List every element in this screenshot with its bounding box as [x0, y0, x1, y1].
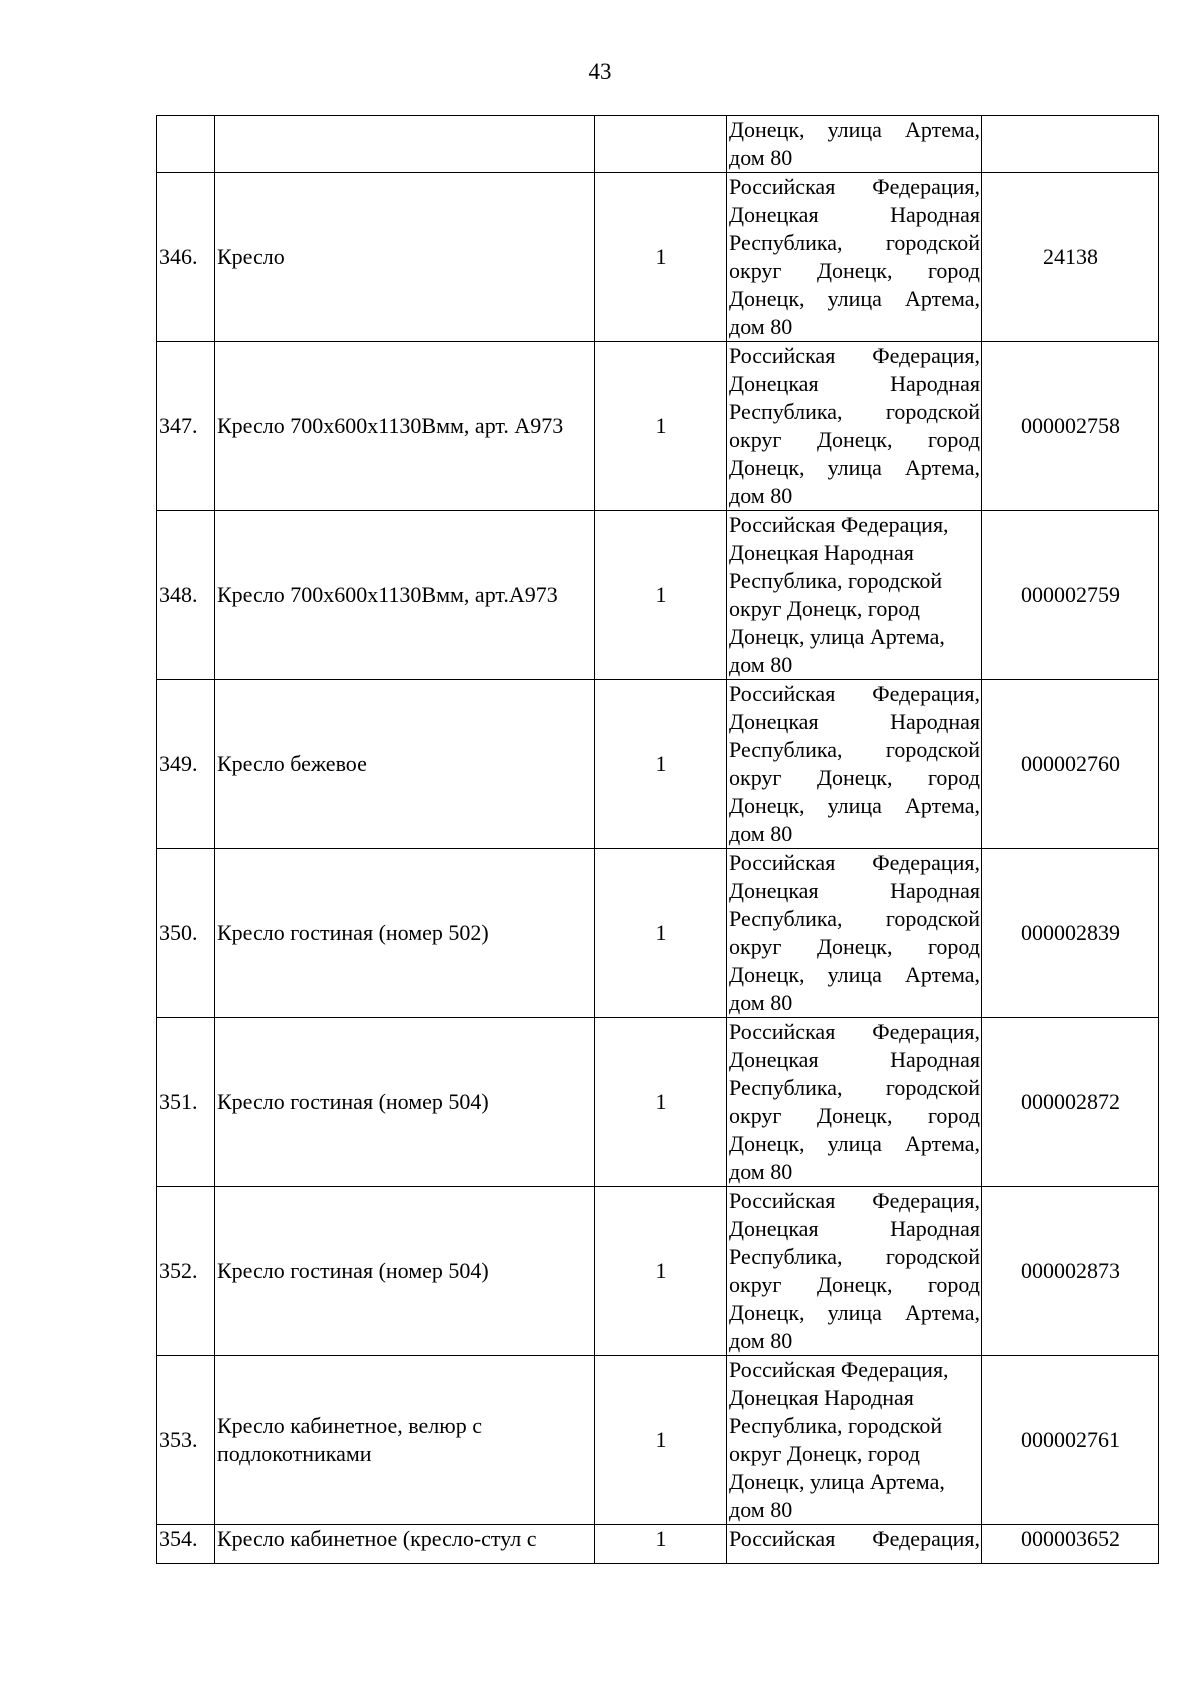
address-line: Российская Федерация, [729, 1526, 980, 1551]
item-name [215, 116, 595, 173]
address-line: Донецкая Народная [729, 1047, 980, 1072]
item-name: Кресло кабинетное, велюр с подлокотниками [215, 1356, 595, 1525]
address-line: Донецк, улица Артема, [729, 624, 945, 649]
table-row [157, 342, 1159, 511]
item-quantity: 1 [595, 1525, 727, 1564]
item-address [727, 1187, 982, 1356]
address-line: Республика, городской [729, 737, 980, 762]
item-name: Кресло кабинетное (кресло-стул с [215, 1525, 595, 1564]
address-line: Донецк, улица Артема, [729, 117, 980, 142]
address-line: округ Донецк, город [729, 258, 980, 283]
address-line: Российская Федерация, [729, 850, 980, 875]
item-quantity: 1 [595, 1018, 727, 1187]
item-quantity: 1 [595, 1356, 727, 1525]
address-line: Донецкая Народная [729, 1385, 914, 1410]
item-quantity: 1 [595, 342, 727, 511]
item-quantity: 1 [595, 511, 727, 680]
table-row [157, 1356, 1159, 1525]
address-line: Республика, городской [729, 399, 980, 424]
row-number: 354. [157, 1525, 215, 1564]
item-quantity: 1 [595, 680, 727, 849]
address-line: Донецкая Народная [729, 709, 980, 734]
address-line: Республика, городской [729, 1413, 943, 1438]
table-row [157, 1187, 1159, 1356]
page-number: 43 [588, 59, 612, 84]
address-line: дом 80 [729, 145, 793, 170]
address-line: Донецк, улица Артема, [729, 1469, 945, 1494]
row-number: 351. [157, 1018, 215, 1187]
address-line: округ Донецк, город [729, 596, 920, 621]
address-line: Республика, городской [729, 568, 943, 593]
item-address [727, 342, 982, 511]
item-name: Кресло гостиная (номер 502) [215, 849, 595, 1018]
address-line: округ Донецк, город [729, 1441, 920, 1466]
table-row [157, 1018, 1159, 1187]
table-row [157, 116, 1159, 173]
address-line: Донецкая Народная [729, 878, 980, 903]
address-line: Донецк, улица Артема, [729, 962, 980, 987]
address-line: Российская Федерация, [729, 174, 980, 199]
table-row [157, 849, 1159, 1018]
row-number [157, 116, 215, 173]
address-line: Российская Федерация, [729, 1357, 949, 1382]
address-line: дом 80 [729, 821, 793, 846]
address-line: Донецк, улица Артема, [729, 1131, 980, 1156]
item-address [727, 1356, 982, 1525]
address-line: дом 80 [729, 990, 793, 1015]
row-number: 349. [157, 680, 215, 849]
row-number: 346. [157, 173, 215, 342]
inventory-table [156, 115, 1159, 1564]
item-address [727, 1525, 982, 1564]
inventory-code: 000002760 [982, 680, 1159, 849]
item-address [727, 511, 982, 680]
inventory-code [982, 116, 1159, 173]
address-line: дом 80 [729, 314, 793, 339]
table-row [157, 511, 1159, 680]
address-line: Российская Федерация, [729, 343, 980, 368]
address-line: Донецкая Народная [729, 202, 980, 227]
address-line: Российская Федерация, [729, 1019, 980, 1044]
inventory-code: 000002839 [982, 849, 1159, 1018]
address-line: Российская Федерация, [729, 1188, 980, 1213]
item-address [727, 680, 982, 849]
item-name: Кресло гостиная (номер 504) [215, 1018, 595, 1187]
address-line: Донецк, улица Артема, [729, 1300, 980, 1325]
item-quantity: 1 [595, 849, 727, 1018]
item-address [727, 116, 982, 173]
inventory-code: 000002759 [982, 511, 1159, 680]
item-name: Кресло бежевое [215, 680, 595, 849]
item-quantity: 1 [595, 173, 727, 342]
address-line: округ Донецк, город [729, 1272, 980, 1297]
address-line: Российская Федерация, [729, 512, 949, 537]
inventory-code: 24138 [982, 173, 1159, 342]
table-row [157, 1525, 1159, 1564]
address-line: округ Донецк, город [729, 1103, 980, 1128]
address-line: Донецк, улица Артема, [729, 793, 980, 818]
address-line: Российская Федерация, [729, 681, 980, 706]
item-quantity [595, 116, 727, 173]
address-line: округ Донецк, город [729, 427, 980, 452]
inventory-code: 000002761 [982, 1356, 1159, 1525]
address-line: округ Донецк, город [729, 765, 980, 790]
inventory-code: 000002873 [982, 1187, 1159, 1356]
address-line: дом 80 [729, 1328, 793, 1353]
address-line: Республика, городской [729, 1244, 980, 1269]
item-name: Кресло 700х600х1130Вмм, арт. А973 [215, 342, 595, 511]
item-name: Кресло гостиная (номер 504) [215, 1187, 595, 1356]
table-row [157, 680, 1159, 849]
inventory-code: 000002872 [982, 1018, 1159, 1187]
inventory-code: 000003652 [982, 1525, 1159, 1564]
table-row [157, 173, 1159, 342]
address-line: Республика, городской [729, 1075, 980, 1100]
item-name: Кресло 700х600х1130Вмм, арт.А973 [215, 511, 595, 680]
item-name: Кресло [215, 173, 595, 342]
address-line: Республика, городской [729, 230, 980, 255]
row-number: 353. [157, 1356, 215, 1525]
address-line: Донецк, улица Артема, [729, 286, 980, 311]
address-line: Донецкая Народная [729, 1216, 980, 1241]
address-line: Донецкая Народная [729, 540, 914, 565]
row-number: 350. [157, 849, 215, 1018]
address-line: Донецк, улица Артема, [729, 455, 980, 480]
item-address [727, 849, 982, 1018]
item-quantity: 1 [595, 1187, 727, 1356]
address-line: дом 80 [729, 652, 793, 677]
address-line: Республика, городской [729, 906, 980, 931]
row-number: 347. [157, 342, 215, 511]
item-address [727, 1018, 982, 1187]
address-line: дом 80 [729, 1497, 793, 1522]
address-line: дом 80 [729, 1159, 793, 1184]
row-number: 348. [157, 511, 215, 680]
row-number: 352. [157, 1187, 215, 1356]
inventory-code: 000002758 [982, 342, 1159, 511]
address-line: Донецкая Народная [729, 371, 980, 396]
address-line: округ Донецк, город [729, 934, 980, 959]
address-line: дом 80 [729, 483, 793, 508]
item-address [727, 173, 982, 342]
